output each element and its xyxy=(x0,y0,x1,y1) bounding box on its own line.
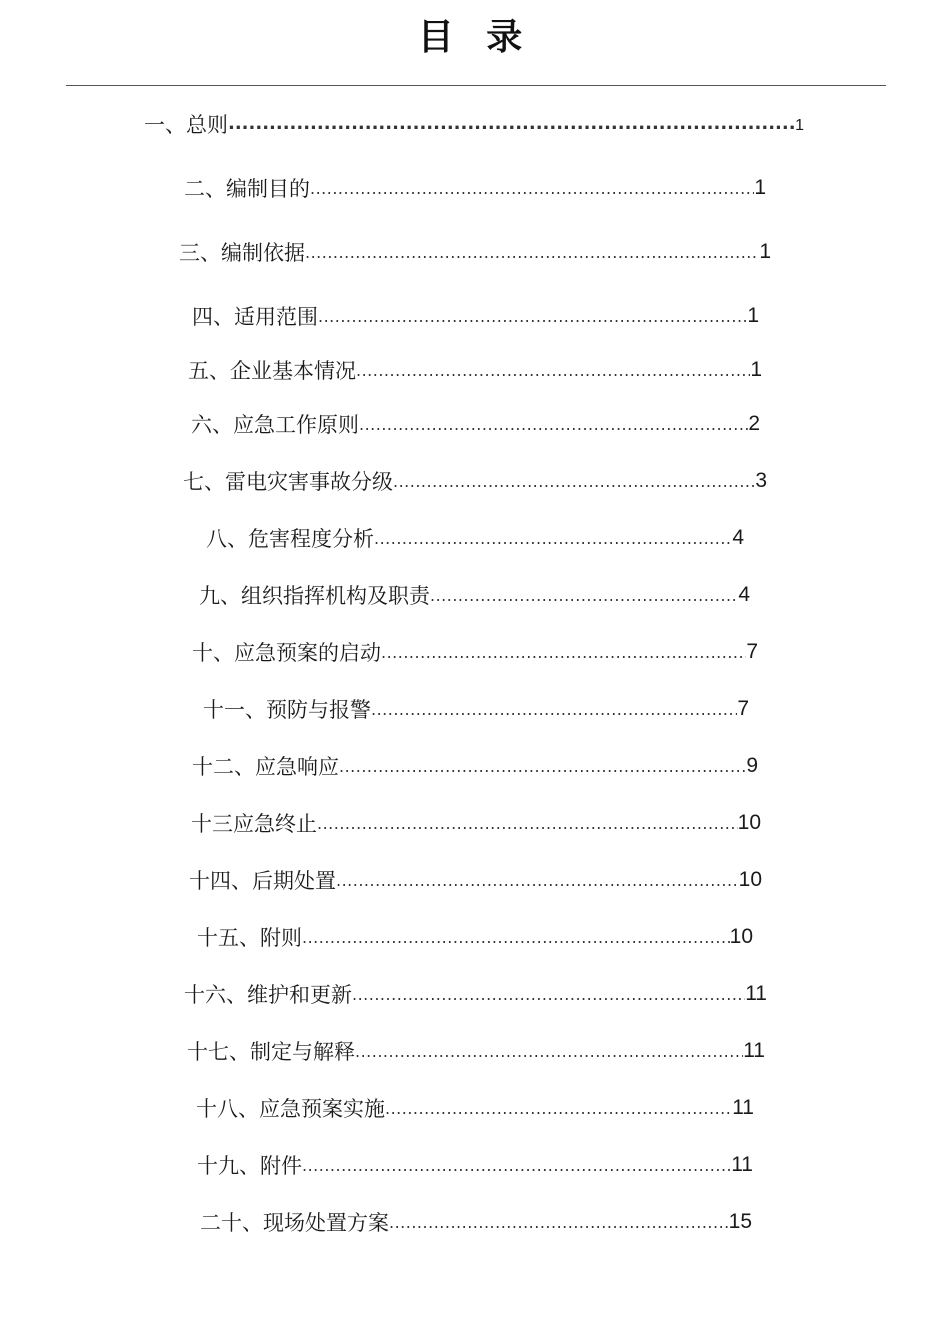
toc-dot-leader xyxy=(385,1099,732,1123)
toc-page-number: 10 xyxy=(729,925,753,948)
toc-entry-label: 十、应急预案的启动 xyxy=(192,641,381,665)
toc-dot-leader xyxy=(356,361,750,385)
toc-dot-leader xyxy=(371,700,737,724)
toc-entry-20[interactable] xyxy=(200,1207,752,1237)
toc-entry-6[interactable] xyxy=(191,409,760,439)
toc-page-number: 3 xyxy=(755,469,767,492)
toc-entry-label: 十六、维护和更新 xyxy=(184,983,352,1007)
toc-page-number: 1 xyxy=(747,304,759,327)
toc-entry-label: 七、雷电灾害事故分级 xyxy=(183,470,393,494)
toc-dot-leader xyxy=(339,757,746,781)
toc-page-number: 10 xyxy=(737,811,761,834)
toc-dot-leader xyxy=(228,113,795,139)
toc-page-number: 1 xyxy=(759,240,771,263)
toc-entry-18[interactable] xyxy=(196,1093,754,1123)
toc-page-number: 11 xyxy=(732,1096,754,1119)
toc-entry-16[interactable] xyxy=(184,979,767,1009)
toc-dot-leader xyxy=(318,307,747,331)
toc-page-number: 1 xyxy=(795,117,804,134)
toc-dot-leader xyxy=(355,1042,743,1066)
toc-entry-label: 十三应急终止 xyxy=(191,812,317,836)
toc-entry-7[interactable] xyxy=(183,466,767,496)
toc-dot-leader xyxy=(336,871,739,895)
toc-entry-label: 三、编制依据 xyxy=(179,241,305,265)
toc-entry-label: 五、企业基本情况 xyxy=(188,359,356,383)
toc-entry-5[interactable] xyxy=(188,355,762,385)
toc-page-number: 11 xyxy=(743,1039,765,1062)
toc-entry-13[interactable] xyxy=(191,808,761,838)
toc-entry-label: 四、适用范围 xyxy=(192,305,318,329)
toc-entry-12[interactable] xyxy=(192,751,758,781)
toc-dot-leader xyxy=(302,928,730,952)
toc-page-number: 1 xyxy=(754,176,766,199)
toc-entry-label: 二、编制目的 xyxy=(184,177,310,201)
toc-entry-17[interactable] xyxy=(187,1036,765,1066)
toc-page-number: 7 xyxy=(746,640,758,663)
toc-page-number: 4 xyxy=(732,526,744,549)
toc-page-number: 11 xyxy=(745,982,767,1005)
toc-entry-label: 一、总则 xyxy=(144,113,228,137)
toc-entry-label: 十一、预防与报警 xyxy=(203,698,371,722)
toc-entry-1[interactable] xyxy=(144,109,804,139)
toc-dot-leader xyxy=(430,586,738,610)
toc-entry-label: 八、危害程度分析 xyxy=(206,527,374,551)
toc-page-number: 15 xyxy=(728,1210,752,1233)
toc-page-number: 1 xyxy=(750,358,762,381)
toc-entry-10[interactable] xyxy=(192,637,758,667)
toc-entry-label: 六、应急工作原则 xyxy=(191,413,359,437)
title-divider xyxy=(66,85,886,86)
toc-dot-leader xyxy=(381,643,746,667)
toc-page-number: 7 xyxy=(737,697,749,720)
toc-entry-8[interactable] xyxy=(206,523,744,553)
toc-entry-14[interactable] xyxy=(189,865,762,895)
toc-entry-label: 十四、后期处置 xyxy=(189,869,336,893)
toc-dot-leader xyxy=(352,985,745,1009)
page-title: 目 录 xyxy=(417,17,533,58)
toc-entry-19[interactable] xyxy=(197,1150,753,1180)
toc-entry-label: 十七、制定与解释 xyxy=(187,1040,355,1064)
toc-dot-leader xyxy=(374,529,732,553)
toc-entry-label: 十八、应急预案实施 xyxy=(196,1097,385,1121)
toc-entry-15[interactable] xyxy=(197,922,753,952)
toc-entry-11[interactable] xyxy=(203,694,749,724)
toc-page-number: 10 xyxy=(738,868,762,891)
toc-entry-3[interactable] xyxy=(179,237,771,267)
toc-entry-label: 十九、附件 xyxy=(197,1154,302,1178)
toc-dot-leader xyxy=(302,1156,731,1180)
toc-dot-leader xyxy=(310,179,754,203)
toc-page-number: 11 xyxy=(731,1153,753,1176)
toc-entry-label: 十五、附则 xyxy=(197,926,302,950)
toc-page-number: 9 xyxy=(746,754,758,777)
toc-entry-label: 二十、现场处置方案 xyxy=(200,1211,389,1235)
toc-dot-leader xyxy=(389,1213,729,1237)
toc-entry-2[interactable] xyxy=(184,173,766,203)
toc-entry-label: 十二、应急响应 xyxy=(192,755,339,779)
toc-dot-leader xyxy=(359,415,748,439)
toc-entry-label: 九、组织指挥机构及职责 xyxy=(199,584,430,608)
toc-dot-leader xyxy=(317,814,738,838)
toc-entry-9[interactable] xyxy=(199,580,750,610)
toc-dot-leader xyxy=(305,243,759,267)
toc-page-number: 2 xyxy=(748,412,760,435)
toc-dot-leader xyxy=(393,472,755,496)
toc-page-number: 4 xyxy=(738,583,750,606)
toc-entry-4[interactable] xyxy=(192,301,759,331)
